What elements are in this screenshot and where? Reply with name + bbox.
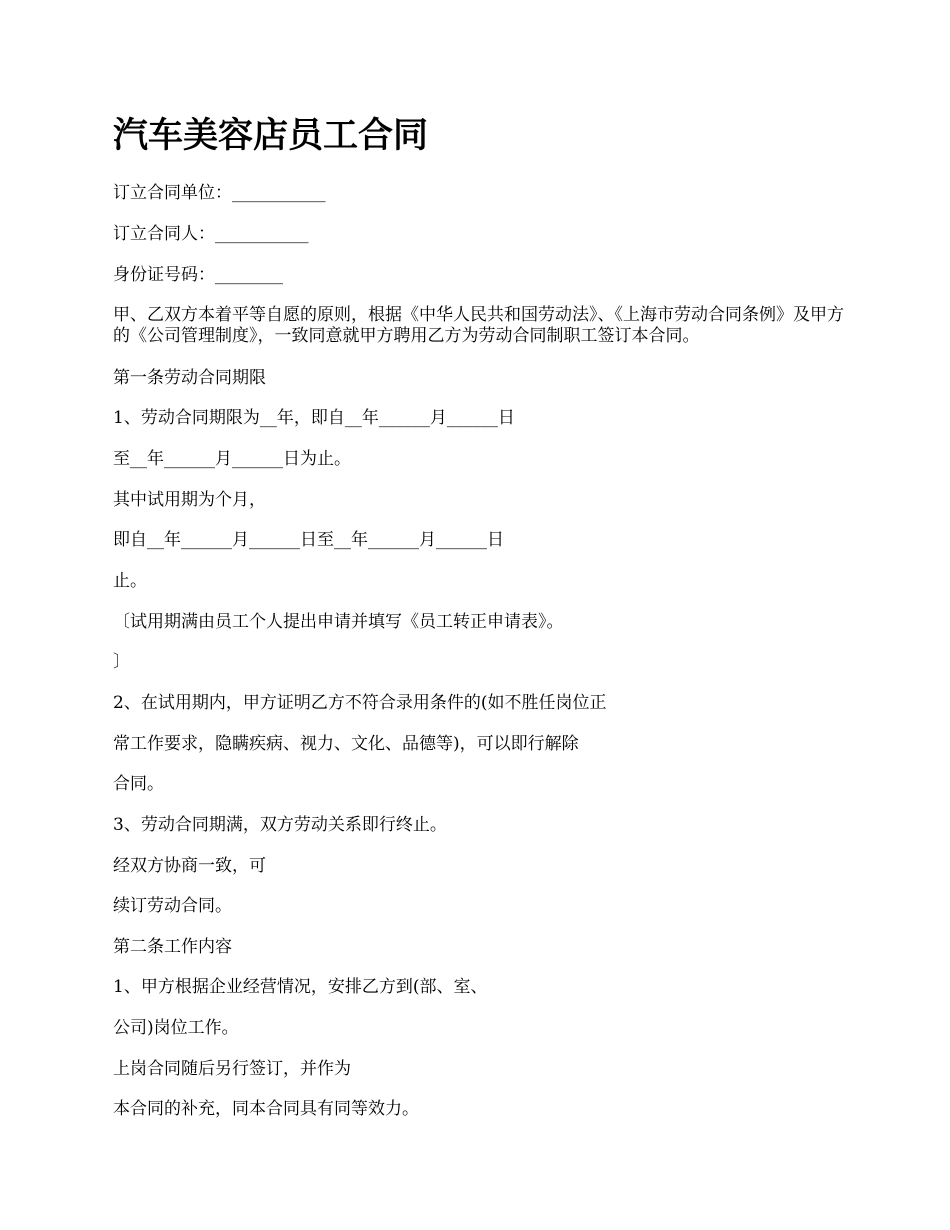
probation-end-line: 止。: [113, 571, 147, 591]
probation-line: 其中试用期为个月，: [113, 490, 266, 510]
contract-unit-line: 订立合同单位：___________: [113, 183, 326, 203]
probation-note-line: 〔试用期满由员工个人提出申请并填写《员工转正申请表》。: [113, 612, 564, 632]
document-title: 汽车美容店员工合同: [113, 115, 429, 156]
preamble-paragraph: 甲、乙双方本着平等自愿的原则，根据《中华人民共和国劳动法》、《上海市劳动合同条例》及甲方的《公司管理制度》，一致同意就甲方聘用乙方为劳动合同制职工签订本合同。: [113, 305, 844, 346]
work-content-line-4: 本合同的补充，同本合同具有同等效力。: [113, 1099, 419, 1119]
term-clause-line: 1、劳动合同期限为__年，即自__年______月______日: [113, 408, 515, 428]
article-one-heading: 第一条劳动合同期限: [113, 368, 266, 388]
renewal-line-2: 续订劳动合同。: [113, 896, 232, 916]
id-number-line: 身份证号码：________: [113, 265, 283, 285]
article-two-heading: 第二条工作内容: [113, 937, 232, 957]
clause-two-line-3: 合同。: [113, 774, 164, 794]
probation-note-close: 〕: [113, 652, 130, 672]
work-content-line-1: 1、甲方根据企业经营情况，安排乙方到(部、室、: [113, 977, 488, 997]
probation-dates-line: 即自__年______月______日至__年______月______日: [113, 530, 504, 550]
work-content-line-2: 公司)岗位工作。: [113, 1018, 239, 1038]
clause-two-line-2: 常工作要求，隐瞒疾病、视力、文化、品德等)，可以即行解除: [113, 734, 579, 754]
renewal-line-1: 经双方协商一致，可: [113, 856, 266, 876]
clause-two-line-1: 2、在试用期内，甲方证明乙方不符合录用条件的(如不胜任岗位正: [113, 693, 607, 713]
clause-three-line: 3、劳动合同期满，双方劳动关系即行终止。: [113, 815, 447, 835]
term-end-line: 至__年______月______日为止。: [113, 449, 351, 469]
work-content-line-3: 上岗合同随后另行签订，并作为: [113, 1059, 351, 1079]
contract-person-line: 订立合同人：___________: [113, 224, 309, 244]
